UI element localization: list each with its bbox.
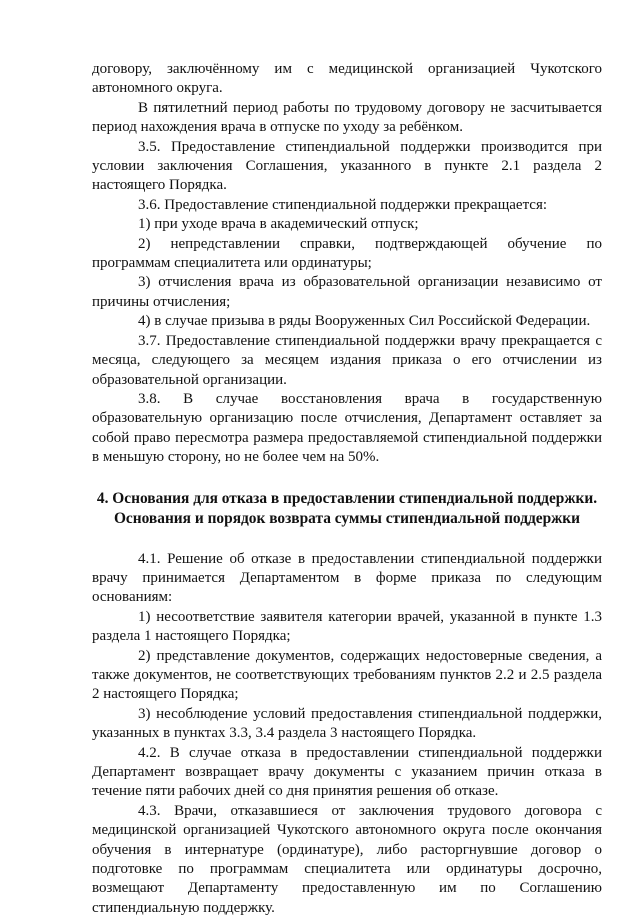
paragraph: 1) несоответствие заявителя категории врачей, указанной в пункте 1.3 раздела 1 настоящего Порядка; — [92, 608, 602, 645]
section-4-title-line-1: 4. Основания для отказа в предоставлении стипендиальной поддержки. — [96, 489, 598, 507]
section-4-title-line-2: Основания и порядок возврата суммы стипендиальной поддержки — [113, 509, 581, 527]
paragraph: 3) несоблюдение условий предоставления стипендиальной поддержки, указанных в пунктах 3.3, 3.4 раздела 3 настоящего Порядка. — [92, 705, 602, 742]
paragraph: договору, заключённому им с медицинской организацией Чукотского автономного округа. — [92, 61, 602, 97]
paragraph: 1) при уходе врача в академический отпуск; — [138, 216, 419, 233]
paragraph: 4.3. Врачи, отказавшиеся от заключения трудового договора с медицинской организацией Чукотского автономного округа после окончания обучения в интернатуре (ординатуре), либо расторгнувшие договор о подготовке по программам специалитета или ординатуры досрочно, возмещают Департаменту предоставленную им по Соглашению стипендиальную поддержку. — [92, 802, 602, 916]
paragraph: 4) в случае призыва в ряды Вооруженных Сил Российской Федерации. — [138, 313, 591, 330]
paragraph: 4.1. Решение об отказе в предоставлении стипендиальной поддержки врачу принимается Департаментом в форме приказа по следующим основаниям: — [92, 550, 602, 606]
paragraph: 2) непредставлении справки, подтверждающей обучение по программам специалитета или ординатуры; — [92, 235, 602, 272]
paragraph: 4.2. В случае отказа в предоставлении стипендиальной поддержки Департамент возвращает врачу документы с указанием причин отказа в течение пяти рабочих дней со дня принятия решения об отказе. — [92, 744, 602, 800]
paragraph: 3.5. Предоставление стипендиальной поддержки производится при условии заключения Соглашения, указанного в пункте 2.1 раздела 2 настоящего Порядка. — [92, 138, 602, 194]
section-4-body — [92, 550, 602, 918]
paragraph: В пятилетний период работы по трудовому договору не засчитывается период нахождения врача в отпуске по уходу за ребёнком. — [92, 99, 602, 136]
section-4-heading — [92, 489, 602, 529]
paragraph: 3.6. Предоставление стипендиальной поддержки прекращается: — [138, 196, 548, 213]
section-3-continuation — [92, 60, 602, 468]
paragraph: 2) представление документов, содержащих недостоверные сведения, а также документов, не соответствующих требованиям пунктов 2.2 и 2.5 раздела 2 настоящего Порядка; — [92, 647, 602, 703]
document-page — [92, 60, 602, 918]
paragraph: 3.7. Предоставление стипендиальной поддержки врачу прекращается с месяца, следующего за месяцем издания приказа о его отчислении из образовательной организации. — [92, 332, 602, 388]
paragraph: 3.8. В случае восстановления врача в государственную образовательную организацию после отчисления, Департамент оставляет за собой право пересмотра размера предоставляемой стипендиальной поддержки в меньшую сторону, но не более чем на 50%. — [92, 390, 602, 466]
paragraph: 3) отчисления врача из образовательной организации независимо от причины отчисления; — [92, 274, 602, 310]
